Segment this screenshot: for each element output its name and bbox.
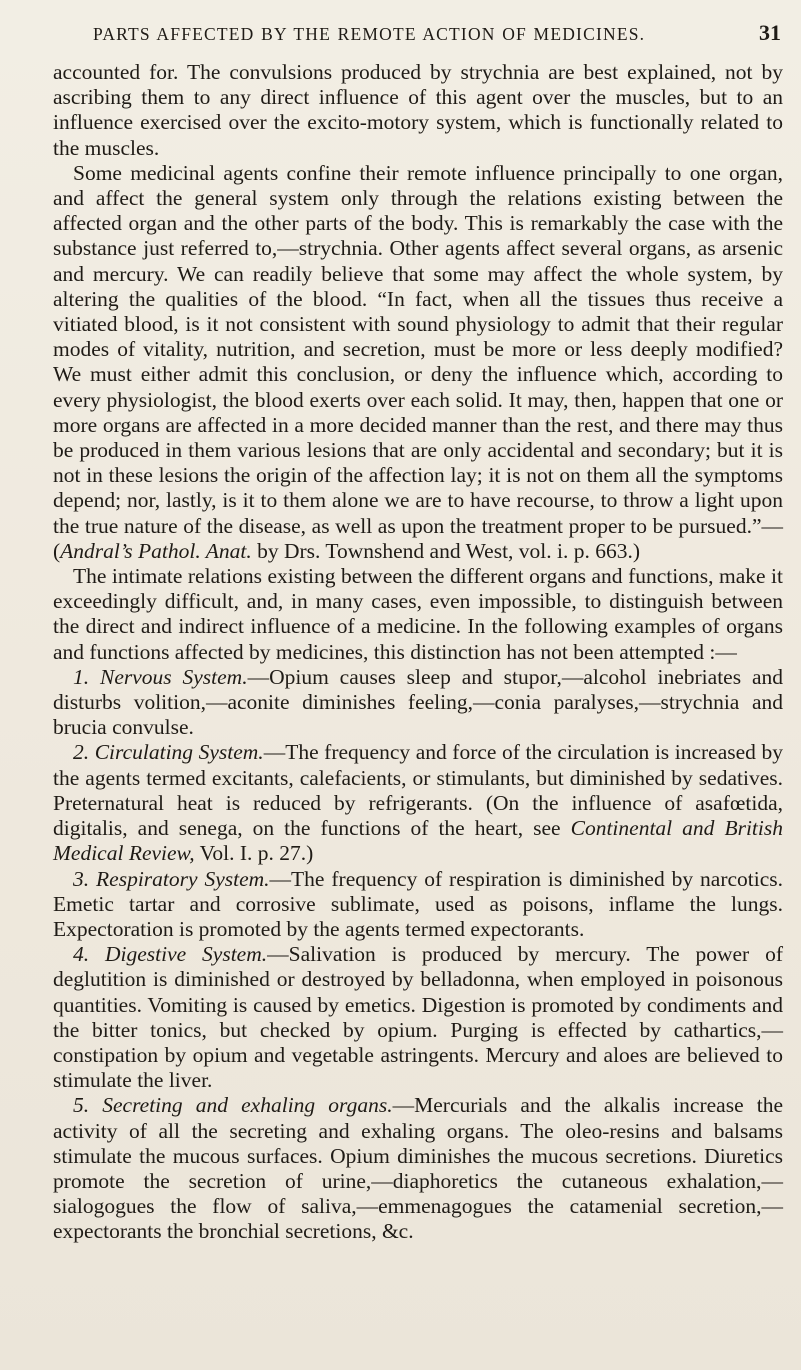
paragraph-respiratory-system <box>53 867 783 943</box>
paragraph-digestive-system <box>53 942 783 1093</box>
page-number: 31 <box>759 20 781 45</box>
running-title: PARTS AFFECTED BY THE REMOTE ACTION OF MEDICINES. <box>93 24 646 44</box>
paragraph-nervous-system <box>53 665 783 741</box>
body-text <box>53 60 783 1245</box>
section-label: 1. Nervous System. <box>73 664 248 689</box>
paragraph-medicinal-agents <box>53 161 783 564</box>
paragraph-secreting-organs <box>53 1093 783 1244</box>
paragraph-text: Some medicinal agents confine their remote influence principally to one organ, and affect the general system only through the relations existing between the affected organ and the other parts of the body. This is remarkably the case with the substance just referred to,—strychnia. Other agents affect several organs, as arsenic and mercury. We can readily believe that some may affect the whole system, by altering the qualities of the blood. “In fact, when all the tissues thus receive a vitiated blood, is it not consistent with sound physiology to admit that their regular modes of vitality, nutrition, and secretion, must be more or less deeply modified? We must either admit this conclusion, or deny the influence which, according to every physiologist, the blood exerts over each solid. It may, then, happen that one or more organs are affected in a more decided manner than the rest, and there may thus be produced in them various lesions that are only accidental and secondary; but it is not in these lesions the origin of the affection lay; it is not on them all the symptoms depend; nor, lastly, is it to them alone we are to have recourse, to throw a light upon the true nature of the disease, as well as upon the treatment proper to be pursued.”—( <box>53 160 783 563</box>
paragraph-intimate-relations <box>53 564 783 665</box>
paragraph-continuation <box>53 60 783 161</box>
paragraph-text: —The frequency and force of the circulation is increased by the agents termed excitants, calefacients, or stimulants, but diminished by sedatives. Preternatural heat is reduced by refrigerants. (On the influence of asafœtida, digitalis, and senega, on the functions of the heart, see <box>53 740 783 841</box>
paragraph-text: —The frequency of respiration is diminished by narcotics. Emetic tartar and corrosive sublimate, used as poisons, inflame the lungs. Expectoration is promoted by the agents termed expectorants. <box>53 866 783 941</box>
paragraph-text: —Salivation is produced by mercury. The power of deglutition is diminished or destroyed by belladonna, when employed in poisonous quantities. Vomiting is caused by emetics. Digestion is promoted by condiments and the bitter tonics, but checked by opium. Purging is effected by cathartics,—constipation by opium and vegetable astringents. Mercury and aloes are believed to stimulate the liver. <box>53 942 783 1093</box>
paragraph-text: —Opium causes sleep and stupor,—alcohol inebriates and disturbs volition,—aconite diminishes feeling,—conia paralyses,—strychnia and brucia convulse. <box>53 664 783 740</box>
running-head <box>53 20 783 60</box>
paragraph-circulating-system <box>53 740 783 866</box>
paragraph-text: The intimate relations existing between the different organs and functions, make it exceedingly difficult, and, in many cases, even impossible, to distinguish between the direct and indirect influence of a medicine. In the following examples of organs and functions affected by medicines, this distinction has not been attempted :— <box>53 564 783 664</box>
paragraph-text: by Drs. Townshend and West, vol. i. p. 663.) <box>251 538 641 563</box>
paragraph-text: accounted for. The convulsions produced by strychnia are best explained, not by ascribing them to any direct influence of this agent over the muscles, but to an influence exercised over the excito-motory system, which is functionally related to the muscles. <box>53 60 783 160</box>
section-label: 5. Secreting and exhaling organs. <box>73 1093 393 1118</box>
citation: Continental and British Medical Review, <box>53 816 783 866</box>
paragraph-text: Vol. I. p. 27.) <box>194 841 314 866</box>
paragraph-text: —Mercurials and the alkalis increase the activity of all the secreting and exhaling organs. The oleo-resins and balsams stimulate the mucous surfaces. Opium diminishes the mucous secretions. Diuretics promote the secretion of urine,—diaphoretics the cutaneous exhalation,—sialogogues the flow of saliva,—emmenagogues the catamenial secretion,—expectorants the bronchial secretions, &c. <box>53 1093 783 1244</box>
citation: Andral’s Pathol. Anat. <box>60 538 252 563</box>
section-label: 4. Digestive System. <box>73 942 268 967</box>
section-label: 3. Respiratory System. <box>73 866 270 891</box>
section-label: 2. Circulating System. <box>73 740 264 765</box>
